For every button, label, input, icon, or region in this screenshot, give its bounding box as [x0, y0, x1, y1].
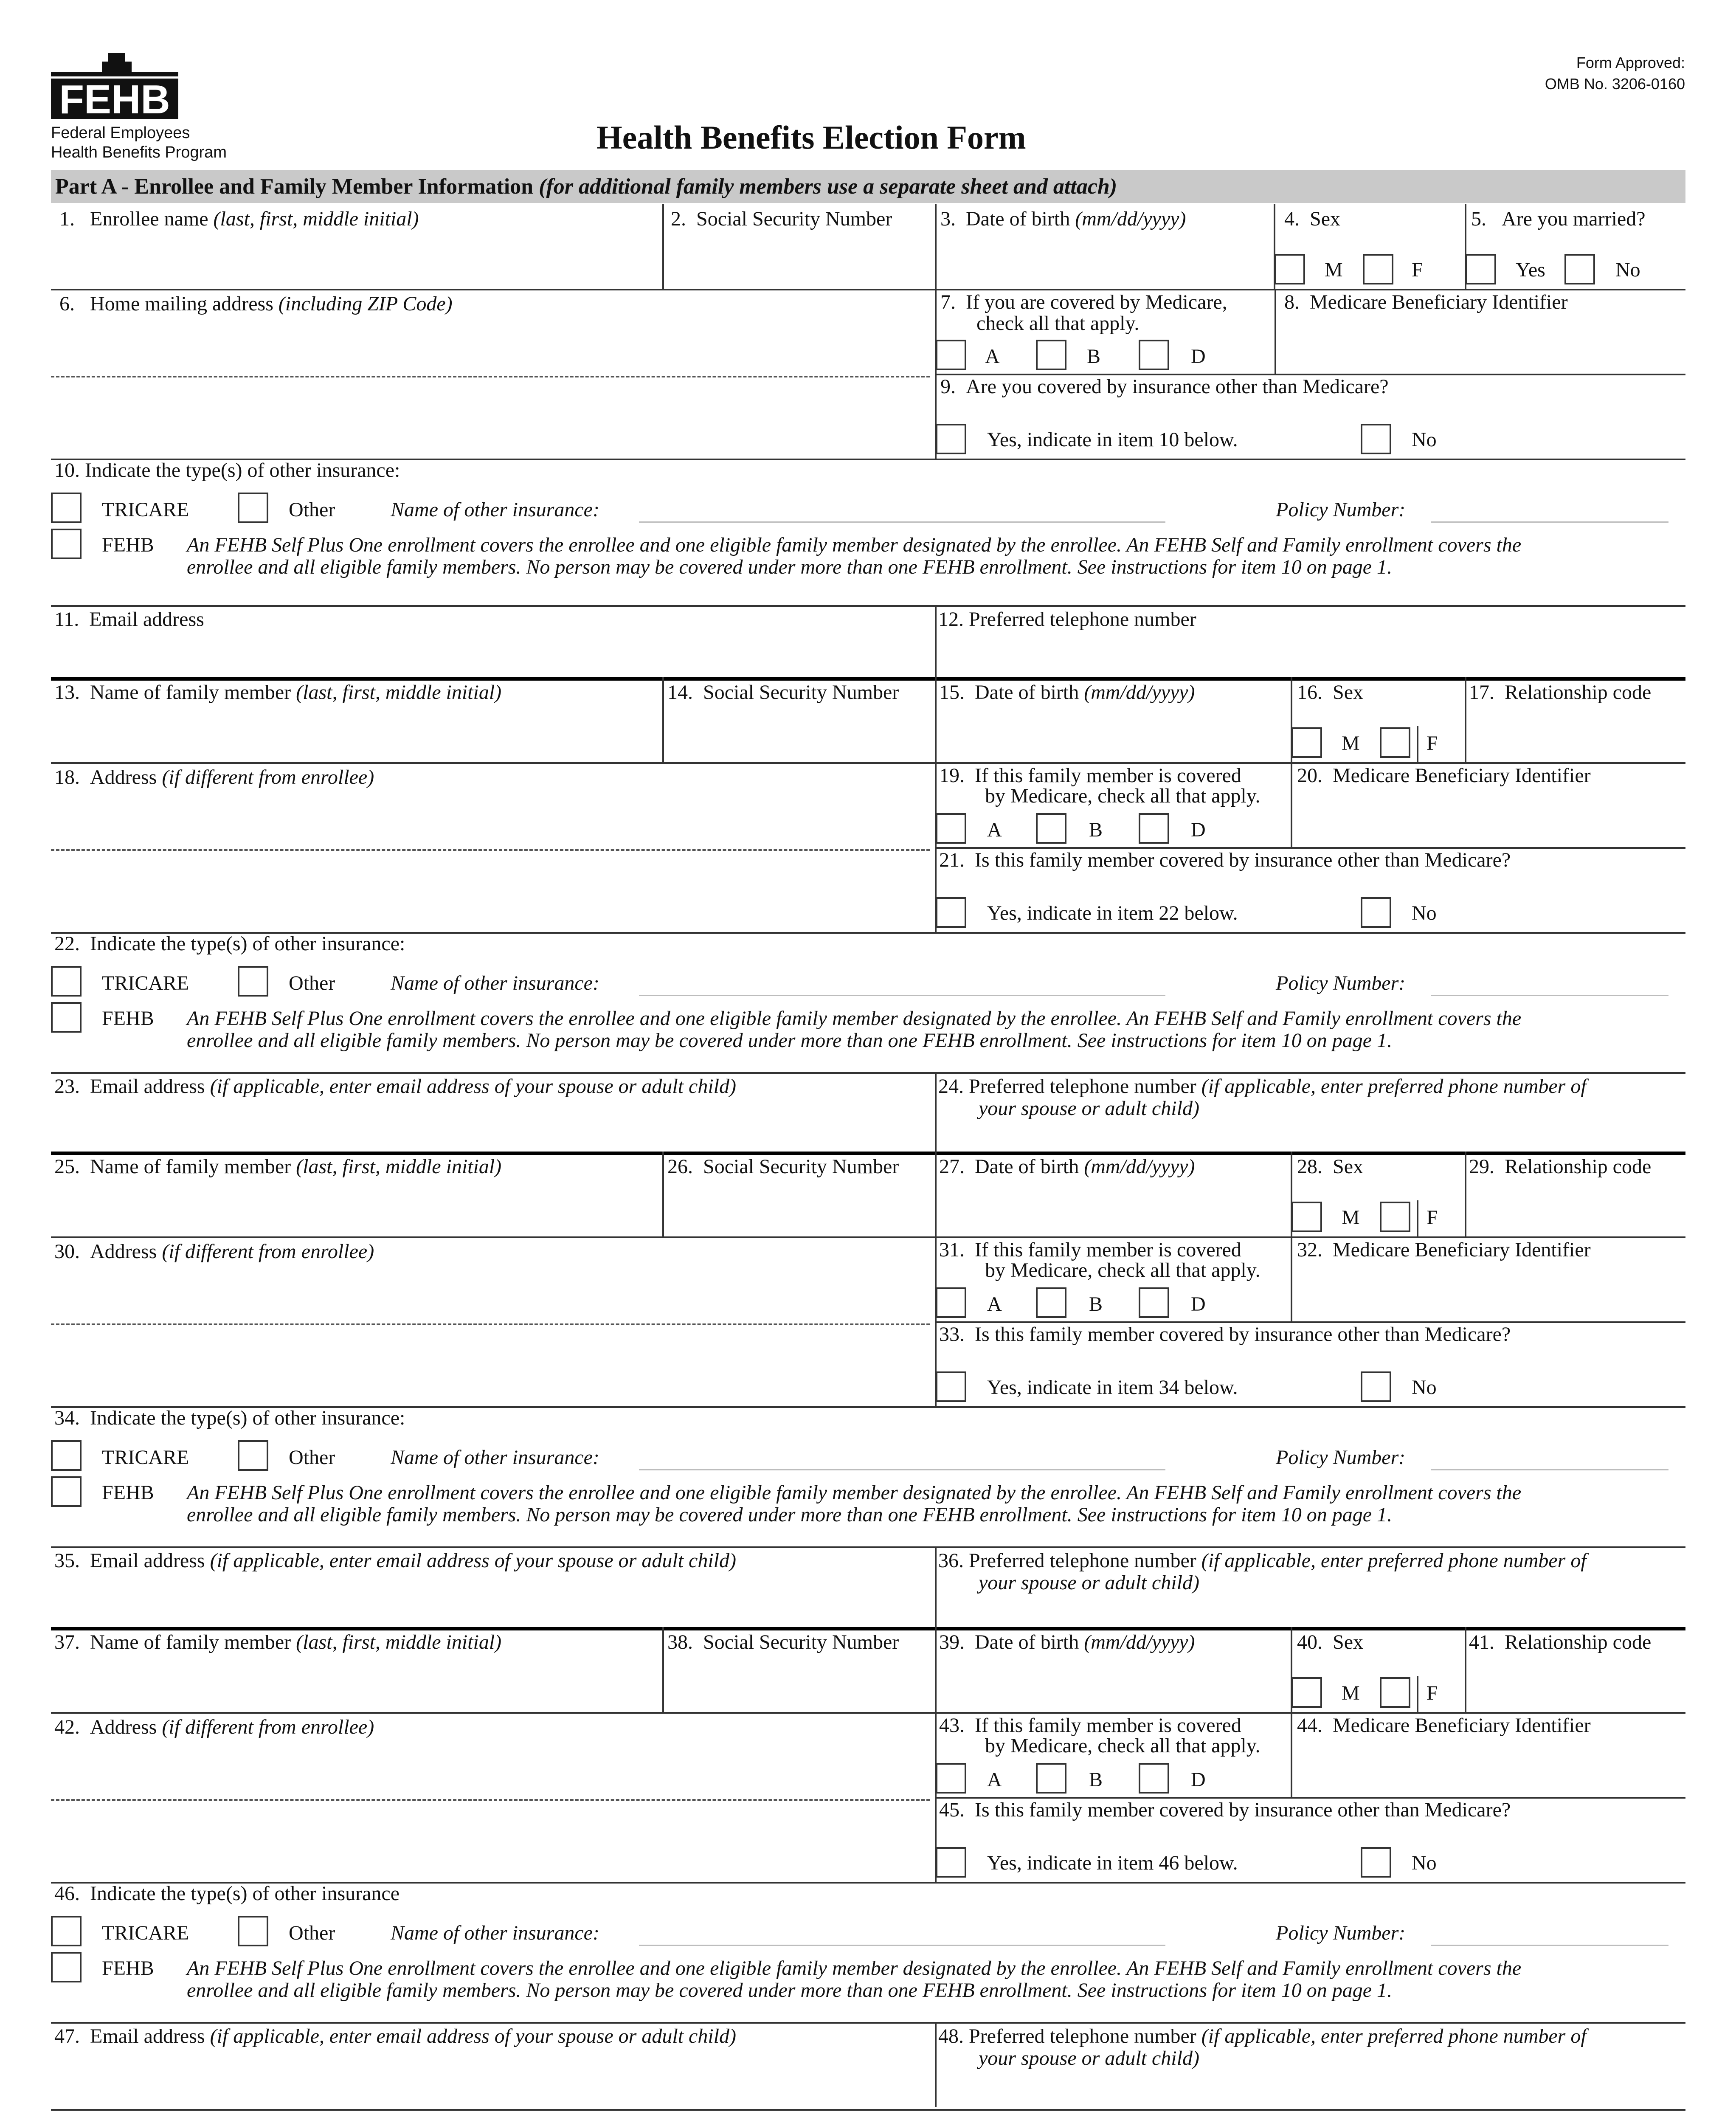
- member-policy-number-label: Policy Number:: [1276, 1446, 1406, 1469]
- approval-line1: Form Approved:: [1576, 54, 1685, 71]
- member-medicare-a-checkbox[interactable]: [936, 1287, 966, 1318]
- member-sex-f-checkbox[interactable]: [1380, 727, 1410, 758]
- member-medicare-line2: by Medicare, check all that apply.: [985, 785, 1260, 807]
- member-dob-label: 39. Date of birth (mm/dd/yyyy): [939, 1631, 1195, 1653]
- member-relationship-label: 29. Relationship code: [1469, 1155, 1652, 1178]
- member-sex-m-checkbox[interactable]: [1291, 1677, 1322, 1708]
- enrollee-policy-number-label: Policy Number:: [1276, 498, 1406, 521]
- member-medicare-a-label: A: [987, 819, 1002, 841]
- member-other-type-checkbox[interactable]: [238, 966, 268, 997]
- member-other-insurance-question: 21. Is this family member covered by insurance other than Medicare?: [939, 849, 1511, 871]
- member-other-no-label: No: [1412, 902, 1437, 924]
- married-no-checkbox[interactable]: [1564, 254, 1595, 284]
- member-sex-f-checkbox[interactable]: [1380, 1202, 1410, 1232]
- member-policy-number-line[interactable]: [1431, 1469, 1668, 1470]
- member-phone-label-line2: your spouse or adult child): [979, 2047, 1199, 2070]
- member-medicare-a-checkbox[interactable]: [936, 1763, 966, 1794]
- member-other-yes-checkbox[interactable]: [936, 1847, 966, 1878]
- enrollee-sex-f-checkbox[interactable]: [1363, 254, 1393, 284]
- enrollee-medicare-a-checkbox[interactable]: [936, 340, 966, 370]
- enrollee-sex-m-label: M: [1325, 259, 1343, 281]
- member-fehb-note-line2: enrollee and all eligible family members. No person may be covered under more than one FEHB enrollment. See instructions for item 10 on page 1.: [187, 1029, 1393, 1052]
- member-ssn-label: 38. Social Security Number: [667, 1631, 899, 1653]
- member-other-yes-checkbox[interactable]: [936, 1371, 966, 1402]
- enrollee-insurance-type-label: 10. Indicate the type(s) of other insurance:: [54, 459, 400, 481]
- member-sex-f-label: F: [1427, 1682, 1438, 1704]
- member-fehb-label: FEHB: [102, 1957, 154, 1979]
- member-email-label: 35. Email address (if applicable, enter email address of your spouse or adult child): [54, 1549, 736, 1572]
- enrollee-section: [0, 204, 1736, 637]
- enrollee-phone-label: 12. Preferred telephone number: [938, 608, 1196, 631]
- bottom-rule: [51, 2109, 1685, 2111]
- enrollee-fehb-label: FEHB: [102, 534, 154, 556]
- member-policy-number-line[interactable]: [1431, 995, 1668, 996]
- member-other-type-label: Other: [289, 1922, 335, 1944]
- enrollee-sex-m-checkbox[interactable]: [1275, 254, 1305, 284]
- member-sex-f-checkbox[interactable]: [1380, 1677, 1410, 1708]
- member-other-insurance-question: 33. Is this family member covered by insurance other than Medicare?: [939, 1323, 1511, 1346]
- member-other-type-label: Other: [289, 1446, 335, 1469]
- member-medicare-line2: by Medicare, check all that apply.: [985, 1734, 1260, 1757]
- member-other-name-line[interactable]: [639, 1945, 1165, 1946]
- member-medicare-b-label: B: [1089, 819, 1103, 841]
- enrollee-other-type-checkbox[interactable]: [238, 493, 268, 523]
- enrollee-ssn-label: 2. Social Security Number: [671, 208, 892, 230]
- member-other-name-label: Name of other insurance:: [391, 1922, 599, 1944]
- member-insurance-type-label: 22. Indicate the type(s) of other insurance:: [54, 932, 405, 955]
- member-sex-label: 16. Sex: [1297, 681, 1363, 704]
- member-other-name-label: Name of other insurance:: [391, 1446, 599, 1469]
- member-sex-f-label: F: [1427, 1206, 1438, 1229]
- member-sex-m-checkbox[interactable]: [1291, 727, 1322, 758]
- member-phone-label-line1: 48. Preferred telephone number (if applicable, enter preferred phone number of: [938, 2025, 1587, 2047]
- enrollee-other-insurance-question: 9. Are you covered by insurance other than Medicare?: [940, 375, 1389, 398]
- member-other-no-checkbox[interactable]: [1361, 1847, 1391, 1878]
- member-medicare-b-checkbox[interactable]: [1036, 1763, 1066, 1794]
- member-other-no-checkbox[interactable]: [1361, 897, 1391, 928]
- enrollee-sex-label: 4. Sex: [1284, 208, 1340, 230]
- enrollee-tricare-checkbox[interactable]: [51, 493, 82, 523]
- member-other-type-label: Other: [289, 972, 335, 994]
- member-medicare-a-label: A: [987, 1768, 1002, 1791]
- enrollee-tricare-label: TRICARE: [102, 498, 189, 521]
- member-fehb-label: FEHB: [102, 1481, 154, 1504]
- member-mbi-label: 32. Medicare Beneficiary Identifier: [1297, 1239, 1591, 1261]
- member-sex-m-label: M: [1342, 1206, 1360, 1229]
- member-relationship-label: 41. Relationship code: [1469, 1631, 1652, 1653]
- enrollee-other-type-label: Other: [289, 498, 335, 521]
- enrollee-dob-label: 3. Date of birth (mm/dd/yyyy): [940, 208, 1186, 230]
- member-fehb-note-line1: An FEHB Self Plus One enrollment covers the enrollee and one eligible family member designated by the enrollee. An FEHB Self and Family enrollment covers the: [187, 1007, 1522, 1030]
- member-tricare-checkbox[interactable]: [51, 1916, 82, 1946]
- member-other-insurance-question: 45. Is this family member covered by insurance other than Medicare?: [939, 1799, 1511, 1821]
- enrollee-name-label: 1. Enrollee name (last, first, middle initial): [59, 208, 419, 230]
- enrollee-other-yes-checkbox[interactable]: [936, 424, 966, 454]
- member-medicare-d-checkbox[interactable]: [1139, 1287, 1169, 1318]
- member-mbi-label: 44. Medicare Beneficiary Identifier: [1297, 1714, 1591, 1737]
- page-title: Health Benefits Election Form: [596, 119, 1026, 156]
- member-tricare-checkbox[interactable]: [51, 966, 82, 997]
- member-fehb-note-line1: An FEHB Self Plus One enrollment covers the enrollee and one eligible family member designated by the enrollee. An FEHB Self and Family enrollment covers the: [187, 1481, 1522, 1504]
- part-a-title: [55, 175, 1117, 199]
- fehb-logo-text: FEHB: [59, 77, 170, 122]
- member-medicare-b-label: B: [1089, 1293, 1103, 1315]
- member-mbi-label: 20. Medicare Beneficiary Identifier: [1297, 764, 1591, 787]
- family-member-section-2: [0, 1152, 1736, 1629]
- member-phone-label-line1: 36. Preferred telephone number (if applicable, enter preferred phone number of: [938, 1549, 1587, 1572]
- enrollee-married-label: 5. Are you married?: [1471, 208, 1646, 230]
- member-medicare-d-label: D: [1191, 819, 1206, 841]
- member-medicare-line2: by Medicare, check all that apply.: [985, 1259, 1260, 1281]
- part-a-italic: (for additional family members use a separate sheet and attach): [539, 175, 1117, 199]
- married-no-label: No: [1615, 259, 1640, 281]
- member-insurance-type-label: 34. Indicate the type(s) of other insurance:: [54, 1407, 405, 1429]
- member-medicare-line1: 43. If this family member is covered: [939, 1714, 1241, 1737]
- member-fehb-checkbox[interactable]: [51, 1952, 82, 1982]
- member-name-label: 25. Name of family member (last, first, middle initial): [54, 1155, 502, 1178]
- member-medicare-d-checkbox[interactable]: [1139, 813, 1169, 844]
- member-dob-label: 27. Date of birth (mm/dd/yyyy): [939, 1155, 1195, 1178]
- married-yes-checkbox[interactable]: [1466, 254, 1496, 284]
- member-sex-f-label: F: [1427, 732, 1438, 755]
- member-tricare-label: TRICARE: [102, 972, 189, 994]
- member-ssn-label: 14. Social Security Number: [667, 681, 899, 704]
- member-other-no-label: No: [1412, 1852, 1437, 1874]
- enrollee-mbi-label: 8. Medicare Beneficiary Identifier: [1284, 291, 1568, 313]
- family-member-section-3: [0, 1627, 1736, 2105]
- member-other-name-line[interactable]: [639, 1469, 1165, 1470]
- member-medicare-b-checkbox[interactable]: [1036, 1287, 1066, 1318]
- medicare-label-line2: check all that apply.: [976, 312, 1140, 335]
- member-other-yes-checkbox[interactable]: [936, 897, 966, 928]
- member-fehb-checkbox[interactable]: [51, 1476, 82, 1507]
- member-sex-label: 40. Sex: [1297, 1631, 1363, 1653]
- member-fehb-note-line1: An FEHB Self Plus One enrollment covers the enrollee and one eligible family member designated by the enrollee. An FEHB Self and Family enrollment covers the: [187, 1957, 1522, 1979]
- member-policy-number-label: Policy Number:: [1276, 972, 1406, 994]
- member-relationship-label: 17. Relationship code: [1469, 681, 1652, 704]
- member-fehb-label: FEHB: [102, 1007, 154, 1030]
- member-other-no-label: No: [1412, 1376, 1437, 1399]
- member-email-label: 23. Email address (if applicable, enter email address of your spouse or adult child): [54, 1075, 736, 1098]
- member-tricare-label: TRICARE: [102, 1922, 189, 1944]
- member-address-label: 30. Address (if different from enrollee): [54, 1240, 374, 1263]
- member-other-name-label: Name of other insurance:: [391, 972, 599, 994]
- member-sex-m-label: M: [1342, 732, 1360, 755]
- member-medicare-b-checkbox[interactable]: [1036, 813, 1066, 844]
- member-medicare-line1: 31. If this family member is covered: [939, 1239, 1241, 1261]
- enrollee-fehb-note-line2: enrollee and all eligible family members. No person may be covered under more than one FEHB enrollment. See instructions for item 10 on page 1.: [187, 556, 1393, 578]
- member-email-label: 47. Email address (if applicable, enter email address of your spouse or adult child): [54, 2025, 736, 2047]
- member-other-yes-label: Yes, indicate in item 22 below.: [987, 902, 1238, 924]
- member-insurance-type-label: 46. Indicate the type(s) of other insurance: [54, 1882, 400, 1905]
- enrollee-medicare-b-checkbox[interactable]: [1036, 340, 1066, 370]
- member-other-name-line[interactable]: [639, 995, 1165, 996]
- enrollee-medicare-d-label: D: [1191, 345, 1206, 368]
- enrollee-other-yes-label: Yes, indicate in item 10 below.: [987, 428, 1238, 451]
- agency-line2: Health Benefits Program: [51, 144, 227, 161]
- member-medicare-a-label: A: [987, 1293, 1002, 1315]
- member-medicare-a-checkbox[interactable]: [936, 813, 966, 844]
- enrollee-sex-f-label: F: [1412, 259, 1423, 281]
- fehb-logo: [51, 49, 178, 127]
- member-fehb-checkbox[interactable]: [51, 1002, 82, 1033]
- member-name-label: 37. Name of family member (last, first, middle initial): [54, 1631, 502, 1653]
- member-medicare-d-checkbox[interactable]: [1139, 1763, 1169, 1794]
- approval-line2: OMB No. 3206-0160: [1545, 75, 1685, 93]
- part-a-bold: Part A - Enrollee and Family Member Information: [55, 175, 534, 199]
- member-sex-m-label: M: [1342, 1682, 1360, 1704]
- member-tricare-label: TRICARE: [102, 1446, 189, 1469]
- member-dob-label: 15. Date of birth (mm/dd/yyyy): [939, 681, 1195, 704]
- member-fehb-note-line2: enrollee and all eligible family members. No person may be covered under more than one FEHB enrollment. See instructions for item 10 on page 1.: [187, 1504, 1393, 1526]
- member-tricare-checkbox[interactable]: [51, 1440, 82, 1471]
- member-medicare-b-label: B: [1089, 1768, 1103, 1791]
- member-other-yes-label: Yes, indicate in item 34 below.: [987, 1376, 1238, 1399]
- enrollee-other-no-checkbox[interactable]: [1361, 424, 1391, 454]
- member-other-no-checkbox[interactable]: [1361, 1371, 1391, 1402]
- member-address-label: 42. Address (if different from enrollee): [54, 1716, 374, 1738]
- member-sex-m-checkbox[interactable]: [1291, 1202, 1322, 1232]
- member-name-label: 13. Name of family member (last, first, middle initial): [54, 681, 502, 704]
- enrollee-fehb-note-line1: An FEHB Self Plus One enrollment covers the enrollee and one eligible family member designated by the enrollee. An FEHB Self and Family enrollment covers the: [187, 534, 1522, 556]
- enrollee-medicare-a-label: A: [985, 345, 1000, 368]
- enrollee-medicare-b-label: B: [1087, 345, 1101, 368]
- enrollee-other-name-line[interactable]: [639, 521, 1165, 523]
- member-sex-label: 28. Sex: [1297, 1155, 1363, 1178]
- member-other-yes-label: Yes, indicate in item 46 below.: [987, 1852, 1238, 1874]
- member-policy-number-line[interactable]: [1431, 1945, 1668, 1946]
- member-address-label: 18. Address (if different from enrollee): [54, 766, 374, 788]
- member-policy-number-label: Policy Number:: [1276, 1922, 1406, 1944]
- home-address-label: 6. Home mailing address (including ZIP Code): [59, 293, 453, 315]
- member-medicare-line1: 19. If this family member is covered: [939, 764, 1241, 787]
- member-phone-label-line2: your spouse or adult child): [979, 1097, 1199, 1120]
- enrollee-email-label: 11. Email address: [54, 608, 204, 631]
- married-yes-label: Yes: [1516, 259, 1545, 281]
- enrollee-policy-number-line[interactable]: [1431, 521, 1668, 523]
- member-phone-label-line2: your spouse or adult child): [979, 1571, 1199, 1594]
- member-ssn-label: 26. Social Security Number: [667, 1155, 899, 1178]
- family-member-section-1: [0, 677, 1736, 1155]
- member-medicare-d-label: D: [1191, 1293, 1206, 1315]
- medicare-label-line1: 7. If you are covered by Medicare,: [940, 291, 1227, 313]
- agency-line1: Federal Employees: [51, 124, 190, 142]
- enrollee-fehb-checkbox[interactable]: [51, 529, 82, 559]
- member-phone-label-line1: 24. Preferred telephone number (if applicable, enter preferred phone number of: [938, 1075, 1587, 1098]
- member-other-type-checkbox[interactable]: [238, 1916, 268, 1946]
- enrollee-other-name-label: Name of other insurance:: [391, 498, 599, 521]
- enrollee-other-no-label: No: [1412, 428, 1437, 451]
- enrollee-medicare-d-checkbox[interactable]: [1139, 340, 1169, 370]
- member-other-type-checkbox[interactable]: [238, 1440, 268, 1471]
- member-fehb-note-line2: enrollee and all eligible family members. No person may be covered under more than one FEHB enrollment. See instructions for item 10 on page 1.: [187, 1979, 1393, 2002]
- member-medicare-d-label: D: [1191, 1768, 1206, 1791]
